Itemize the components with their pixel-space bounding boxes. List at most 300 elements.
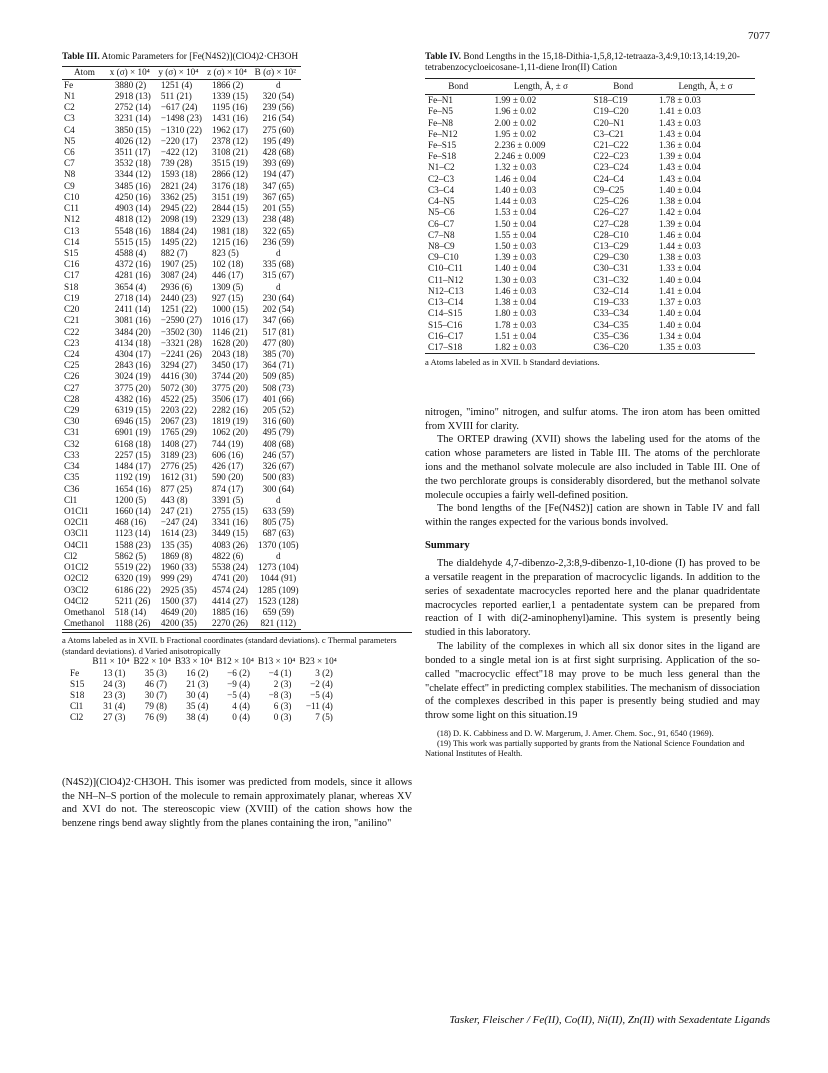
table3-cell: 4134 (18) — [114, 337, 151, 348]
table3-row — [62, 102, 301, 113]
table3-cell: 6319 (15) — [114, 405, 151, 416]
table3-cell: O3Cl1 — [64, 528, 89, 539]
table3-cell: 1215 (16) — [211, 236, 248, 247]
table3-row — [62, 461, 301, 472]
table4-cell: 1.82 ± 0.03 — [494, 341, 537, 352]
table3-cell: 205 (52) — [262, 405, 294, 416]
table4-cell: N8–C9 — [428, 241, 455, 251]
table3-cell: 4574 (24) — [211, 584, 248, 595]
table3-cell: 882 (7) — [160, 247, 188, 258]
table3-cell: 1309 (5) — [211, 281, 244, 292]
table3-cell: 2329 (13) — [211, 214, 248, 225]
table3-cell: 1000 (15) — [211, 304, 248, 315]
table3-cell: 4250 (16) — [114, 191, 151, 202]
table4-row — [425, 241, 755, 252]
table4-row — [425, 263, 755, 274]
aniso-cell: 46 (7) — [144, 678, 167, 689]
table4-cell: 1.55 ± 0.04 — [494, 229, 537, 240]
aniso-cell: 31 (4) — [103, 701, 126, 712]
table4-cell: 1.40 ± 0.03 — [494, 184, 537, 195]
table3-cell: 5548 (16) — [114, 225, 151, 236]
table3-cell: 1146 (21) — [211, 326, 248, 337]
table4-cell: C33–C34 — [593, 308, 629, 319]
table3-cell: C29 — [64, 405, 80, 416]
table3-cell: 2821 (24) — [160, 180, 197, 191]
table3-cell: 509 (85) — [262, 371, 294, 382]
table4-cell: 1.80 ± 0.03 — [494, 308, 537, 319]
table3-cell: 1614 (23) — [160, 528, 197, 539]
table4-cell: 1.36 ± 0.04 — [659, 140, 701, 151]
table3-cell: C17 — [64, 270, 80, 281]
table4-row — [425, 151, 755, 162]
aniso-cell: 0 (4) — [232, 712, 250, 723]
table3-cell: 3151 (19) — [211, 191, 248, 202]
table3-cell: C3 — [64, 113, 75, 124]
aniso-header-cell: B33 × 10⁴ — [174, 656, 213, 667]
aniso-cell: −5 (4) — [227, 690, 250, 701]
table3-cell: 347 (66) — [262, 315, 294, 326]
table4-row — [425, 95, 755, 107]
table3-cell: Cl2 — [64, 550, 78, 561]
table3-cell: C28 — [64, 393, 80, 404]
table3-body — [62, 79, 301, 630]
table3-cell: 238 (48) — [262, 214, 294, 225]
table4-cell: C27–C28 — [593, 218, 629, 229]
table3-row — [62, 360, 301, 371]
table4-body — [425, 95, 755, 354]
table4-cell: C9–C25 — [593, 184, 625, 195]
table3-row — [62, 91, 301, 102]
table4-cell: C2–C3 — [428, 173, 455, 184]
table3-cell: C6 — [64, 147, 75, 157]
table3-cell: 3485 (16) — [114, 180, 151, 191]
table4-cell: C30–C31 — [593, 263, 629, 274]
table3-cell: 195 (49) — [262, 135, 294, 146]
table3-cell: 6901 (19) — [114, 427, 151, 438]
table3-cell: 2282 (16) — [211, 405, 248, 416]
table3-row — [62, 304, 301, 315]
aniso-row — [70, 690, 339, 701]
table3-cell: 4382 (16) — [114, 393, 151, 404]
table3-cell: 443 (8) — [160, 494, 188, 505]
table4-cell: Fe–S15 — [428, 140, 457, 151]
table3-cell: 315 (67) — [262, 270, 294, 281]
table3-cell: 1981 (18) — [211, 225, 248, 236]
table4-cell: 1.96 ± 0.02 — [494, 106, 537, 117]
table4-cell: N12–C13 — [428, 285, 464, 296]
table3-row — [62, 405, 301, 416]
table3-cell: 3850 (15) — [114, 124, 151, 135]
table4-header-cell: Length, Å, ± σ — [678, 80, 733, 91]
table3-cell: 1192 (19) — [114, 472, 151, 483]
left-paragraph: (N4S2)](ClO4)2·CH3OH. This isomer was predicted from models, since it allows the NH–N–S portion of the molecule to remain approximately planar, whereas XV and XVI do not. The stereoscopic view (XVIII) of the cation shows how the benzene rings bend away slightly from the planes containing the iron, "anilino" — [62, 776, 412, 830]
table3-cell: 2043 (18) — [211, 348, 248, 359]
table3-cell: 659 (59) — [262, 606, 294, 617]
table3-row — [62, 315, 301, 326]
table3-cell: C16 — [64, 259, 80, 270]
table3-cell: 1044 (91) — [260, 573, 297, 584]
table4-row — [425, 297, 755, 308]
table3-cell: 408 (68) — [262, 438, 294, 449]
table3-row — [62, 484, 301, 495]
table3-cell: O3Cl2 — [64, 584, 89, 595]
aniso-row — [70, 701, 339, 712]
table3-cell: 3024 (19) — [114, 371, 151, 382]
aniso-header-cell — [70, 656, 90, 667]
aniso-header-cell: B11 × 10⁴ — [92, 656, 130, 667]
table4-row — [425, 106, 755, 117]
table4-cell: C26–C27 — [593, 207, 629, 218]
table3-cell: C26 — [64, 371, 80, 382]
table4-cell: 1.40 ± 0.04 — [659, 184, 701, 195]
aniso-cell: 24 (3) — [103, 678, 126, 689]
table3-cell: 1588 (23) — [114, 539, 151, 550]
table4-header-cell: Bond — [448, 80, 469, 91]
table3-cell: 1370 (105) — [257, 539, 299, 550]
table3-cell: 300 (64) — [262, 483, 294, 494]
table3-row — [62, 327, 301, 338]
aniso-cell: 76 (9) — [144, 712, 167, 723]
table3-cell: N1 — [64, 90, 76, 101]
table3-cell: 3231 (14) — [114, 113, 151, 124]
table4-cell: 1.95 ± 0.02 — [494, 128, 537, 139]
table3-row — [62, 540, 301, 551]
table3-cell: −220 (17) — [160, 135, 198, 146]
table3-cell: 517 (81) — [262, 326, 294, 337]
table4-cell: 2.246 ± 0.009 — [494, 151, 546, 162]
table3-cell: 4200 (35) — [160, 618, 197, 629]
table3-cell: 3484 (20) — [114, 326, 151, 337]
table3-cell: 4818 (12) — [114, 214, 151, 225]
table3-cell: 3506 (17) — [211, 393, 248, 404]
table4-cell: C19–C20 — [593, 106, 629, 117]
table4-row — [425, 185, 755, 196]
table3-cell: −1310 (22) — [160, 124, 202, 135]
page-footer: Tasker, Fleischer / Fe(II), Co(II), Ni(II), Zn(II) with Sexadentate Ligands — [449, 1014, 770, 1026]
table3-cell: 927 (15) — [211, 292, 244, 303]
table4-cell: 1.39 ± 0.04 — [659, 151, 701, 162]
table3-cell: 3744 (20) — [211, 371, 248, 382]
table3-cell: C10 — [64, 191, 80, 202]
table4-footnote: a Atoms labeled as in XVII. b Standard deviations. — [425, 357, 600, 368]
table3-cell: 511 (21) — [160, 90, 192, 101]
table4-row — [425, 308, 755, 319]
table3-row — [62, 495, 301, 506]
table4-cell: C6–C7 — [428, 218, 455, 229]
table4-cell: 1.38 ± 0.04 — [494, 297, 537, 308]
table4-row — [425, 275, 755, 286]
aniso-cell: −6 (2) — [227, 667, 250, 678]
table4-cell: Fe–N8 — [428, 117, 454, 128]
table3-cell: 1188 (26) — [114, 618, 151, 629]
table3-cell: 446 (17) — [211, 270, 244, 281]
table4-cell: C11–N12 — [428, 274, 464, 285]
table4-cell: 1.41 ± 0.04 — [659, 285, 701, 296]
table4-cell: 1.38 ± 0.04 — [659, 196, 701, 207]
table3-cell: 5538 (24) — [211, 562, 248, 573]
table3-cell: 2936 (6) — [160, 281, 193, 292]
table4-cell: 1.99 ± 0.02 — [494, 95, 537, 106]
aniso-cell: −11 (4) — [305, 701, 333, 712]
table3-cell: 367 (65) — [262, 191, 294, 202]
table4-row — [425, 174, 755, 185]
table3-cell: N8 — [64, 169, 76, 180]
table4-cell: 1.33 ± 0.04 — [659, 263, 701, 274]
table3-cell: O1Cl2 — [64, 562, 89, 573]
table3-cell: 805 (75) — [262, 517, 294, 528]
table3-cell: 1062 (20) — [211, 427, 248, 438]
table3-cell: 2776 (25) — [160, 461, 197, 472]
table3-row — [62, 383, 301, 394]
table3-cell: 2270 (26) — [211, 618, 248, 629]
table3-cell: 347 (65) — [262, 180, 294, 191]
aniso-cell: 23 (3) — [103, 690, 126, 701]
table3-cell: 2843 (16) — [114, 360, 151, 371]
table3-cell: 4414 (27) — [211, 595, 248, 606]
table3-row — [62, 293, 301, 304]
table3-row — [62, 573, 301, 584]
table3-cell: 1500 (37) — [160, 595, 197, 606]
table4-cell: 1.51 ± 0.04 — [494, 330, 537, 341]
table4-cell: C14–S15 — [428, 308, 463, 319]
table3-cell: 2440 (23) — [160, 292, 197, 303]
aniso-cell: Cl2 — [70, 712, 84, 723]
table3-row — [62, 79, 301, 91]
table3-caption-label: Table III. — [62, 52, 100, 62]
table4-cell: 1.37 ± 0.03 — [659, 297, 701, 308]
aniso-cell: 7 (5) — [315, 712, 333, 723]
table3-cell: 3654 (4) — [114, 281, 147, 292]
aniso-header-cell: B12 × 10⁴ — [216, 656, 254, 667]
table4-cell: C7–N8 — [428, 229, 455, 240]
table3-cell: N12 — [64, 214, 80, 225]
table4-cell: C19–C33 — [593, 297, 629, 308]
table3-cell: d — [275, 247, 281, 258]
table4-cell: 1.46 ± 0.04 — [494, 173, 537, 184]
table3-cell: 3450 (17) — [211, 360, 248, 371]
table3-cell: 5862 (5) — [114, 550, 147, 561]
aniso-cell: 4 (4) — [232, 701, 250, 712]
table4-cell: C22–C23 — [593, 151, 629, 162]
summary-paragraph-1: The dialdehyde 4,7-dibenzo-2,3:8,9-dibenzo-1,10-dione (I) has proved to be a versatile reagent in the preparation of macrocyclic ligands. In addition to the series of sexadentate macrocycles reported here and the planar quadridentate macrocycles reported earlier,1 a pentadentate system can be prepared from reaction of I with di(2-aminophenyl)amine. This system is presently being studied in this laboratory. — [425, 558, 760, 639]
table3-row — [62, 562, 301, 573]
table3-cell: 322 (65) — [262, 225, 294, 236]
table4-cell: C9–C10 — [428, 252, 459, 263]
table3-row — [62, 416, 301, 427]
table4-cell: C16–C17 — [428, 330, 464, 341]
table3-cell: C11 — [64, 203, 79, 214]
table3-cell: 500 (83) — [262, 472, 294, 483]
table3-cell: 4281 (16) — [114, 270, 151, 281]
table3-cell: C24 — [64, 348, 80, 359]
table3-cell: −2241 (26) — [160, 348, 202, 359]
table3-cell: 1660 (14) — [114, 506, 151, 516]
table3-cell: C22 — [64, 326, 80, 337]
table3-cell: 1866 (2) — [211, 79, 244, 90]
table4-cell: N5–C6 — [428, 207, 455, 218]
table3-row — [62, 259, 301, 270]
table3-cell: 4588 (4) — [114, 247, 147, 258]
right-body — [425, 406, 760, 760]
table3-row — [62, 282, 301, 293]
reference-18: (18) D. K. Cabbiness and D. W. Margerum, J. Amer. Chem. Soc., 91, 6540 (1969). — [437, 728, 714, 738]
table3-cell: C4 — [64, 124, 75, 135]
table4-cell: S15–C16 — [428, 319, 463, 330]
table4-cell: C13–C29 — [593, 241, 629, 251]
table4-row — [425, 140, 755, 151]
table3-cell: −422 (12) — [160, 147, 198, 157]
table3-cell: 1885 (16) — [211, 606, 248, 617]
aniso-cell: −8 (3) — [268, 690, 292, 701]
table3-cell: C35 — [64, 472, 80, 483]
table3-cell: 2257 (15) — [114, 449, 151, 460]
table4-caption-label: Table IV. — [425, 52, 461, 62]
table3-cell: 1251 (22) — [160, 304, 197, 315]
table4-cell: 1.42 ± 0.04 — [659, 207, 701, 218]
table3-cell: −617 (24) — [160, 102, 198, 113]
aniso-cell: 21 (3) — [186, 678, 209, 689]
aniso-cell: Cl1 — [70, 701, 84, 712]
table3-cell: C32 — [64, 438, 80, 449]
table4-cell: Fe–N12 — [428, 128, 458, 139]
table3-header-row — [62, 67, 301, 79]
table3-row — [62, 113, 301, 124]
left-column — [62, 52, 412, 831]
table3-header-cell: z (σ) × 10⁴ — [207, 67, 247, 78]
table3-cell: 3108 (21) — [211, 147, 248, 157]
table3-cell: 2844 (15) — [211, 203, 248, 214]
table4-cell: 1.46 ± 0.03 — [494, 285, 537, 296]
table4-cell: 1.43 ± 0.04 — [659, 128, 701, 139]
table3-cell: 236 (59) — [262, 236, 294, 247]
table3-cell: 3880 (2) — [114, 79, 147, 90]
table3-cell: C23 — [64, 337, 80, 348]
table3-cell: 6168 (18) — [114, 438, 151, 449]
table3-cell: 477 (80) — [262, 337, 294, 348]
table3-cell: 744 (19) — [211, 438, 244, 449]
table3-cell: 393 (69) — [262, 158, 294, 169]
table3-cell: 3511 (17) — [114, 147, 151, 157]
table3-cell: 823 (5) — [211, 247, 239, 258]
table4-cell: 1.41 ± 0.03 — [659, 106, 701, 117]
table3-cell: 874 (17) — [211, 483, 244, 494]
table3-cell: 1200 (5) — [114, 494, 147, 505]
table3-caption-text: Atomic Parameters for [Fe(N4S2)](ClO4)2·CH3OH — [101, 52, 299, 62]
aniso-cell: −2 (4) — [310, 678, 333, 689]
aniso-cell: 6 (3) — [273, 701, 292, 712]
table4-header-cell: Length, Å, ± σ — [513, 80, 568, 91]
table3-cell: C25 — [64, 360, 80, 371]
table4-cell: 1.38 ± 0.03 — [659, 252, 701, 263]
table3-cell: O2Cl1 — [64, 517, 89, 528]
table3-cell: 606 (16) — [211, 449, 244, 460]
table3-cell: 821 (112) — [260, 618, 297, 629]
table3-cell: 6186 (22) — [114, 584, 151, 595]
table4-cell: 1.40 ± 0.04 — [659, 319, 701, 330]
table4-cell: 1.43 ± 0.03 — [659, 117, 701, 128]
aniso-table — [70, 656, 339, 723]
right-paragraph-3: The bond lengths of the [Fe(N4S2)] cation are shown in Table IV and fall within the ranges expected for the various bonds involved. — [425, 503, 760, 529]
table3-cell: O4Cl2 — [64, 595, 89, 606]
aniso-cell: 30 (7) — [144, 690, 167, 701]
table3-cell: 4822 (6) — [211, 550, 244, 561]
table3-cell: 3294 (27) — [160, 360, 197, 371]
table3-cell: Cl1 — [64, 494, 78, 505]
table3-cell: Omethanol — [64, 606, 105, 617]
table3-cell: 1273 (104) — [257, 562, 299, 573]
table4-cell: C29–C30 — [593, 252, 629, 263]
table4-cell: 1.53 ± 0.04 — [494, 207, 537, 218]
reference-19: (19) This work was partially supported by grants from the National Science Foundation and National Institutes of Health. — [425, 739, 745, 759]
table4-cell: 1.43 ± 0.04 — [659, 173, 701, 184]
table4-cell: 1.35 ± 0.03 — [659, 341, 701, 352]
table3-cell: 4903 (14) — [114, 203, 151, 214]
table4-row — [425, 196, 755, 207]
table3-row — [62, 439, 301, 450]
table3-cell: C27 — [64, 382, 80, 393]
table4-cell: C32–C14 — [593, 285, 629, 296]
table3-cell: 1251 (4) — [160, 79, 193, 90]
table3-cell: O4Cl1 — [64, 539, 89, 550]
aniso-cell: −9 (4) — [227, 678, 250, 689]
table3-cell: O1Cl1 — [64, 506, 89, 516]
table3-cell: 468 (16) — [114, 517, 147, 528]
page-number: 7077 — [748, 30, 770, 42]
table3-cell: 316 (60) — [262, 416, 294, 427]
aniso-cell: −5 (4) — [310, 690, 333, 701]
table3-cell: 1016 (17) — [211, 315, 248, 326]
aniso-header-row — [70, 656, 339, 667]
table3-cell: 6320 (19) — [114, 573, 151, 584]
right-paragraph-2: The ORTEP drawing (XVII) shows the labeling used for the atoms of the cation whose parameters are listed in Table III. The atoms of the perchlorate ions and the methanol solvate molecule are also included in Table III. One of the two perchlorate groups is considerably disordered, but the methanol solvate molecule occupies a fairly well-defined position. — [425, 434, 760, 501]
table4-header-row — [425, 78, 755, 94]
table4-cell: 1.30 ± 0.03 — [494, 274, 537, 285]
table3-cell: 687 (63) — [262, 528, 294, 539]
table3-cell: 877 (25) — [160, 483, 193, 494]
table4-cell: 1.39 ± 0.03 — [494, 252, 537, 263]
aniso-header-cell: B22 × 10⁴ — [133, 656, 171, 667]
table3-cell: C36 — [64, 483, 80, 494]
table3-cell: 2718 (14) — [114, 292, 151, 303]
table3-row — [62, 517, 301, 528]
table4-row — [425, 207, 755, 218]
table4-cell: 1.40 ± 0.04 — [659, 274, 701, 285]
table3-cell: 247 (21) — [160, 506, 193, 516]
aniso-cell: 30 (4) — [186, 690, 209, 701]
table3-cell: 1960 (33) — [160, 562, 197, 573]
table4-cell: 1.34 ± 0.04 — [659, 330, 701, 341]
table3-cell: 2378 (12) — [211, 135, 248, 146]
table3-cell: O2Cl2 — [64, 573, 89, 584]
table3-header-cell: Atom — [73, 67, 95, 78]
table3-cell: 1339 (15) — [211, 90, 248, 101]
table4-cell: 1.44 ± 0.03 — [659, 241, 701, 251]
table3 — [62, 66, 301, 630]
aniso-cell: 79 (8) — [144, 701, 167, 712]
table3-cell: 428 (68) — [262, 147, 294, 157]
table3-cell: 1962 (17) — [211, 124, 248, 135]
aniso-cell: S15 — [70, 678, 85, 689]
table4-caption-text: Bond Lengths in the 15,18-Dithia-1,5,8,12-tetraaza-3,4:9,10:13,14:19,20-tetrabenzocycloeicosane-1,11-diene Iron(II) Cation — [425, 52, 740, 74]
table3-cell: 5072 (30) — [160, 382, 197, 393]
table3-cell: 216 (54) — [262, 113, 294, 124]
aniso-cell: 16 (2) — [186, 667, 209, 678]
aniso-cell: −4 (1) — [268, 667, 292, 678]
table3-row — [62, 136, 301, 147]
table3-cell: C34 — [64, 461, 80, 472]
table4-cell: 1.44 ± 0.03 — [494, 196, 537, 207]
table3-cell: 3081 (16) — [114, 315, 151, 326]
